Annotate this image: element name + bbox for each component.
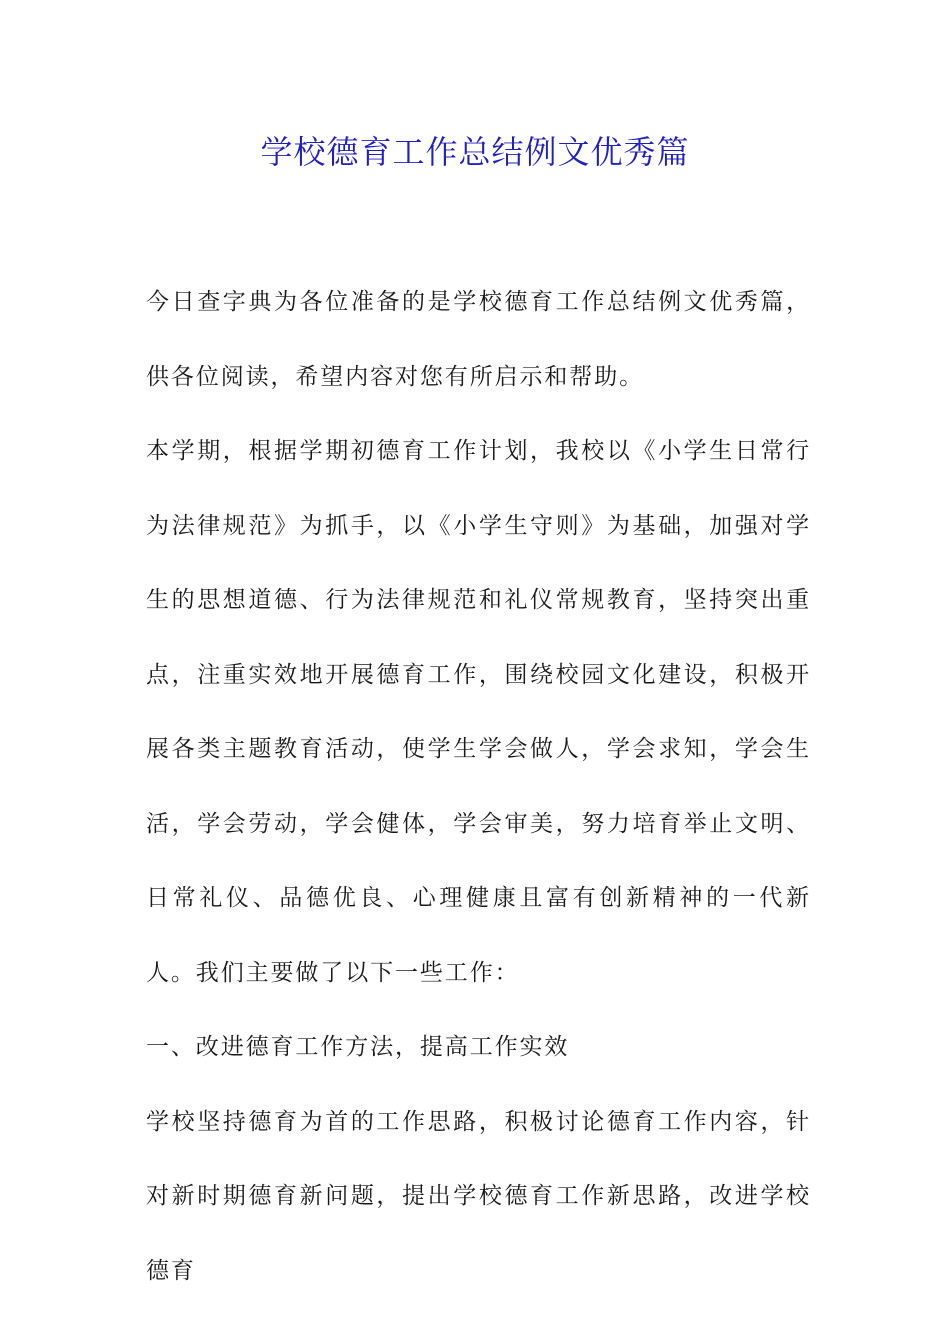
document-title: 学校德育工作总结例文优秀篇: [260, 133, 690, 171]
intro-paragraph: 今日查字典为各位准备的是学校德育工作总结例文优秀篇，供各位阅读，希望内容对您有所启示和帮助。: [146, 289, 811, 390]
section-paragraph: 学校坚持德育为首的工作思路，积极讨论德育工作内容，针对新时期德育新问题，提出学校德育工作新思路，改进学校德育: [146, 1108, 811, 1284]
document-body: [146, 265, 811, 1308]
section-heading: 一、改进德育工作方法，提高工作实效: [146, 1034, 570, 1060]
summary-paragraph: 本学期，根据学期初德育工作计划，我校以《小学生日常行为法律规范》为抓手，以《小学生守则》为基础，加强对学生的思想道德、行为法律规范和礼仪常规教育，坚持突出重点，注重实效地开展德育工作，围绕校园文化建设，积极开展各类主题教育活动，使学生学会做人，学会求知，学会生活，学会劳动，学会健体，学会审美，努力培育举止文明、日常礼仪、品德优良、心理健康且富有创新精神的一代新人。我们主要做了以下一些工作：: [146, 438, 811, 986]
